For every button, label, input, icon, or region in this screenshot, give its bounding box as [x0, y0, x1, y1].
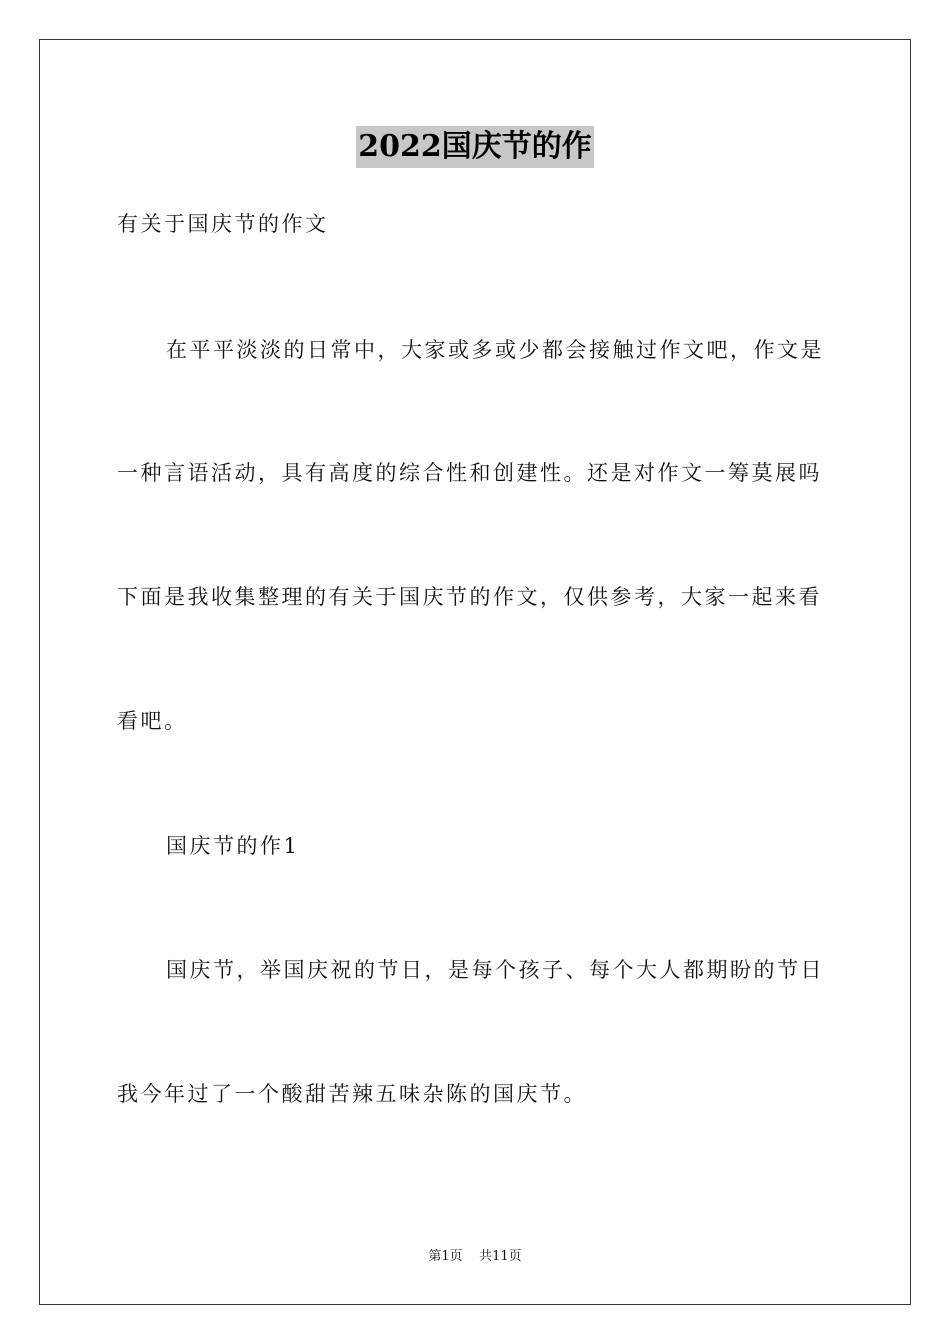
paragraph-line: 一种言语活动，具有高度的综合性和创建性。还是对作文一筹莫展吗: [117, 461, 822, 485]
paragraph-line: 我今年过了一个酸甜苦辣五味杂陈的国庆节。: [117, 1082, 587, 1106]
document-title: 2022国庆节的作: [356, 126, 594, 168]
subtitle-line: 有关于国庆节的作文: [117, 212, 329, 236]
page-total: 共11页: [479, 1249, 522, 1264]
paragraph-line: 在平平淡淡的日常中，大家或多或少都会接触过作文吧，作文是: [166, 338, 824, 362]
title-container: [0, 126, 950, 168]
page-footer: [0, 1248, 950, 1266]
paragraph-line: 看吧。: [117, 709, 188, 733]
paragraph-line: 国庆节，举国庆祝的节日，是每个孩子、每个大人都期盼的节日: [166, 958, 824, 982]
paragraph-line: 下面是我收集整理的有关于国庆节的作文，仅供参考，大家一起来看: [117, 585, 822, 609]
page-number: 第1页: [428, 1249, 463, 1264]
section-heading: 国庆节的作1: [166, 834, 300, 858]
